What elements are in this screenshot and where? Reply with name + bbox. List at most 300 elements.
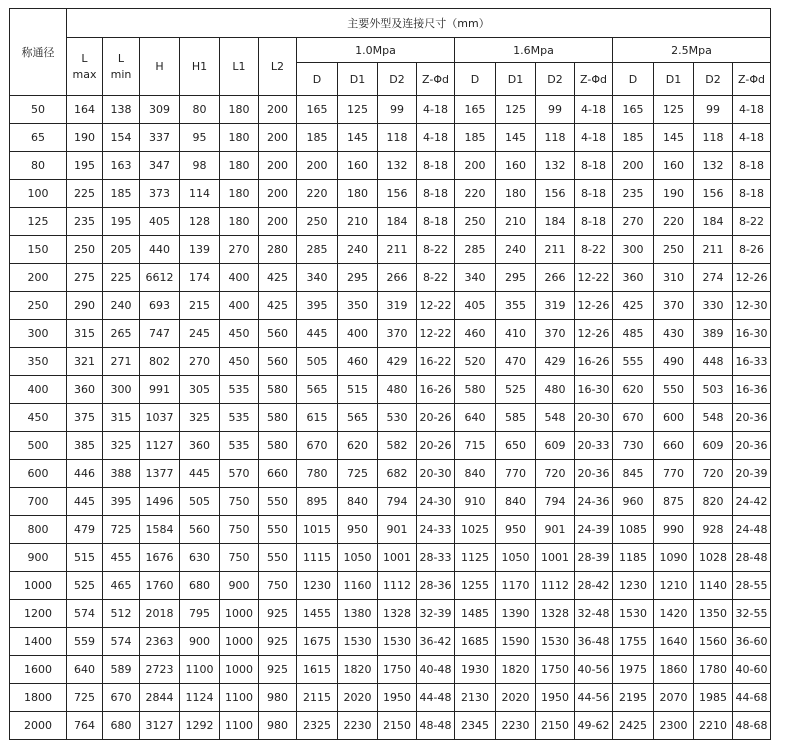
table-cell: 2150 xyxy=(378,712,417,740)
size-cell: 450 xyxy=(10,404,67,432)
table-body xyxy=(10,96,771,740)
valve-dimension-table xyxy=(9,8,771,740)
table-cell: 220 xyxy=(455,180,496,208)
table-cell: 200 xyxy=(259,152,297,180)
table-cell: 1001 xyxy=(378,544,417,572)
table-cell: 118 xyxy=(378,124,417,152)
header-sub-z-phi-d: Z-Φd xyxy=(575,63,613,96)
table-cell: 235 xyxy=(613,180,654,208)
table-cell: 1125 xyxy=(455,544,496,572)
table-cell: 99 xyxy=(694,96,733,124)
table-row xyxy=(10,180,771,208)
table-cell: 388 xyxy=(103,460,140,488)
table-cell: 560 xyxy=(180,516,220,544)
table-cell: 1100 xyxy=(180,656,220,684)
table-cell: 1185 xyxy=(613,544,654,572)
table-cell: 12-26 xyxy=(733,264,771,292)
table-cell: 1028 xyxy=(694,544,733,572)
table-cell: 265 xyxy=(103,320,140,348)
table-cell: 425 xyxy=(613,292,654,320)
table-cell: 8-18 xyxy=(733,180,771,208)
table-cell: 2018 xyxy=(140,600,180,628)
table-row xyxy=(10,572,771,600)
table-cell: 525 xyxy=(67,572,103,600)
size-cell: 80 xyxy=(10,152,67,180)
table-cell: 32-48 xyxy=(575,600,613,628)
table-cell: 980 xyxy=(259,684,297,712)
table-cell: 240 xyxy=(103,292,140,320)
table-cell: 430 xyxy=(654,320,694,348)
table-cell: 395 xyxy=(103,488,140,516)
table-cell: 24-30 xyxy=(417,488,455,516)
table-cell: 660 xyxy=(259,460,297,488)
table-cell: 138 xyxy=(103,96,140,124)
table-cell: 44-56 xyxy=(575,684,613,712)
table-cell: 1255 xyxy=(455,572,496,600)
table-cell: 1860 xyxy=(654,656,694,684)
table-cell: 574 xyxy=(103,628,140,656)
size-cell: 350 xyxy=(10,348,67,376)
header-pressure-2-5: 2.5Mpa xyxy=(613,38,771,63)
table-row xyxy=(10,96,771,124)
table-row xyxy=(10,516,771,544)
table-cell: 12-22 xyxy=(417,320,455,348)
table-cell: 1485 xyxy=(455,600,496,628)
table-cell: 910 xyxy=(455,488,496,516)
table-cell: 319 xyxy=(536,292,575,320)
table-cell: 337 xyxy=(140,124,180,152)
table-cell: 200 xyxy=(259,180,297,208)
table-cell: 385 xyxy=(67,432,103,460)
table-cell: 350 xyxy=(338,292,378,320)
size-cell: 250 xyxy=(10,292,67,320)
table-cell: 3127 xyxy=(140,712,180,740)
table-cell: 1530 xyxy=(378,628,417,656)
header-sub-d2: D2 xyxy=(694,63,733,96)
table-cell: 750 xyxy=(220,488,259,516)
table-cell: 480 xyxy=(536,376,575,404)
table-cell: 16-30 xyxy=(575,376,613,404)
dimension-table-container xyxy=(9,8,771,740)
table-row xyxy=(10,320,771,348)
header-l-min-label: min xyxy=(110,67,132,81)
table-cell: 20-26 xyxy=(417,432,455,460)
table-row xyxy=(10,348,771,376)
table-cell: 1755 xyxy=(613,628,654,656)
table-row xyxy=(10,292,771,320)
table-cell: 8-18 xyxy=(417,180,455,208)
table-cell: 589 xyxy=(103,656,140,684)
table-cell: 960 xyxy=(613,488,654,516)
table-cell: 840 xyxy=(338,488,378,516)
table-cell: 20-36 xyxy=(575,460,613,488)
table-cell: 682 xyxy=(378,460,417,488)
table-cell: 2210 xyxy=(694,712,733,740)
table-cell: 640 xyxy=(67,656,103,684)
table-cell: 389 xyxy=(694,320,733,348)
table-cell: 574 xyxy=(67,600,103,628)
table-cell: 190 xyxy=(654,180,694,208)
table-cell: 32-55 xyxy=(733,600,771,628)
table-cell: 582 xyxy=(378,432,417,460)
table-cell: 139 xyxy=(180,236,220,264)
table-cell: 315 xyxy=(67,320,103,348)
table-cell: 24-42 xyxy=(733,488,771,516)
table-cell: 12-26 xyxy=(575,292,613,320)
table-cell: 559 xyxy=(67,628,103,656)
size-cell: 600 xyxy=(10,460,67,488)
table-cell: 1230 xyxy=(613,572,654,600)
table-cell: 1230 xyxy=(297,572,338,600)
table-cell: 285 xyxy=(297,236,338,264)
table-cell: 4-18 xyxy=(417,96,455,124)
table-cell: 156 xyxy=(694,180,733,208)
table-cell: 1496 xyxy=(140,488,180,516)
table-cell: 429 xyxy=(378,348,417,376)
table-cell: 1530 xyxy=(536,628,575,656)
table-cell: 125 xyxy=(338,96,378,124)
table-row xyxy=(10,376,771,404)
table-cell: 8-22 xyxy=(733,208,771,236)
size-cell: 900 xyxy=(10,544,67,572)
table-cell: 200 xyxy=(259,96,297,124)
table-cell: 1780 xyxy=(694,656,733,684)
table-cell: 1292 xyxy=(180,712,220,740)
table-cell: 1170 xyxy=(496,572,536,600)
table-cell: 8-22 xyxy=(417,236,455,264)
table-cell: 795 xyxy=(180,600,220,628)
table-cell: 28-55 xyxy=(733,572,771,600)
table-cell: 445 xyxy=(67,488,103,516)
table-row xyxy=(10,208,771,236)
table-cell: 205 xyxy=(103,236,140,264)
table-cell: 820 xyxy=(694,488,733,516)
table-cell: 225 xyxy=(67,180,103,208)
table-cell: 98 xyxy=(180,152,220,180)
table-cell: 271 xyxy=(103,348,140,376)
table-cell: 8-18 xyxy=(417,208,455,236)
table-cell: 802 xyxy=(140,348,180,376)
table-cell: 770 xyxy=(496,460,536,488)
table-cell: 570 xyxy=(220,460,259,488)
table-cell: 515 xyxy=(338,376,378,404)
size-cell: 500 xyxy=(10,432,67,460)
table-cell: 300 xyxy=(103,376,140,404)
table-cell: 274 xyxy=(694,264,733,292)
table-cell: 2070 xyxy=(654,684,694,712)
table-cell: 747 xyxy=(140,320,180,348)
table-cell: 550 xyxy=(654,376,694,404)
table-cell: 165 xyxy=(613,96,654,124)
table-cell: 156 xyxy=(536,180,575,208)
table-row xyxy=(10,628,771,656)
table-cell: 160 xyxy=(496,152,536,180)
table-cell: 515 xyxy=(67,544,103,572)
table-cell: 347 xyxy=(140,152,180,180)
table-cell: 8-22 xyxy=(575,236,613,264)
table-cell: 2115 xyxy=(297,684,338,712)
table-cell: 20-33 xyxy=(575,432,613,460)
header-sub-d: D xyxy=(455,63,496,96)
table-cell: 200 xyxy=(455,152,496,180)
table-cell: 184 xyxy=(378,208,417,236)
size-cell: 1000 xyxy=(10,572,67,600)
table-cell: 445 xyxy=(297,320,338,348)
table-cell: 99 xyxy=(378,96,417,124)
table-cell: 794 xyxy=(536,488,575,516)
table-cell: 145 xyxy=(654,124,694,152)
table-cell: 950 xyxy=(496,516,536,544)
table-cell: 118 xyxy=(694,124,733,152)
table-cell: 395 xyxy=(297,292,338,320)
table-cell: 505 xyxy=(297,348,338,376)
table-cell: 2844 xyxy=(140,684,180,712)
table-cell: 548 xyxy=(536,404,575,432)
table-cell: 1015 xyxy=(297,516,338,544)
table-cell: 32-39 xyxy=(417,600,455,628)
table-cell: 530 xyxy=(378,404,417,432)
table-cell: 1750 xyxy=(378,656,417,684)
table-cell: 405 xyxy=(140,208,180,236)
header-size: 称通径 xyxy=(10,9,67,96)
table-cell: 620 xyxy=(338,432,378,460)
table-cell: 20-39 xyxy=(733,460,771,488)
table-cell: 565 xyxy=(297,376,338,404)
table-cell: 900 xyxy=(180,628,220,656)
table-cell: 1037 xyxy=(140,404,180,432)
table-cell: 40-60 xyxy=(733,656,771,684)
table-cell: 225 xyxy=(103,264,140,292)
table-cell: 270 xyxy=(613,208,654,236)
table-cell: 20-36 xyxy=(733,432,771,460)
table-cell: 174 xyxy=(180,264,220,292)
table-cell: 250 xyxy=(455,208,496,236)
table-cell: 24-39 xyxy=(575,516,613,544)
table-cell: 1975 xyxy=(613,656,654,684)
table-cell: 1000 xyxy=(220,628,259,656)
table-cell: 901 xyxy=(378,516,417,544)
table-cell: 1930 xyxy=(455,656,496,684)
table-cell: 165 xyxy=(297,96,338,124)
table-cell: 1000 xyxy=(220,656,259,684)
table-cell: 8-18 xyxy=(733,152,771,180)
table-cell: 460 xyxy=(338,348,378,376)
size-cell: 800 xyxy=(10,516,67,544)
table-cell: 1160 xyxy=(338,572,378,600)
table-cell: 1455 xyxy=(297,600,338,628)
table-cell: 266 xyxy=(536,264,575,292)
table-cell: 991 xyxy=(140,376,180,404)
table-cell: 750 xyxy=(259,572,297,600)
table-cell: 24-33 xyxy=(417,516,455,544)
table-cell: 220 xyxy=(654,208,694,236)
table-cell: 1115 xyxy=(297,544,338,572)
table-cell: 460 xyxy=(455,320,496,348)
table-cell: 725 xyxy=(67,684,103,712)
table-cell: 180 xyxy=(496,180,536,208)
table-cell: 1025 xyxy=(455,516,496,544)
header-l2: L2 xyxy=(259,38,297,96)
table-cell: 1000 xyxy=(220,600,259,628)
table-cell: 680 xyxy=(103,712,140,740)
table-cell: 895 xyxy=(297,488,338,516)
table-cell: 680 xyxy=(180,572,220,600)
table-cell: 585 xyxy=(496,404,536,432)
table-cell: 1675 xyxy=(297,628,338,656)
table-row xyxy=(10,404,771,432)
table-cell: 16-26 xyxy=(417,376,455,404)
table-cell: 429 xyxy=(536,348,575,376)
table-cell: 20-30 xyxy=(575,404,613,432)
table-cell: 145 xyxy=(338,124,378,152)
table-cell: 49-62 xyxy=(575,712,613,740)
table-cell: 280 xyxy=(259,236,297,264)
table-cell: 185 xyxy=(613,124,654,152)
table-cell: 925 xyxy=(259,628,297,656)
table-cell: 8-18 xyxy=(575,180,613,208)
table-cell: 1380 xyxy=(338,600,378,628)
table-cell: 925 xyxy=(259,600,297,628)
table-cell: 1050 xyxy=(496,544,536,572)
table-cell: 550 xyxy=(259,488,297,516)
table-cell: 44-48 xyxy=(417,684,455,712)
table-cell: 600 xyxy=(654,404,694,432)
table-cell: 275 xyxy=(67,264,103,292)
header-h: H xyxy=(140,38,180,96)
table-row xyxy=(10,684,771,712)
table-cell: 609 xyxy=(536,432,575,460)
table-cell: 1328 xyxy=(378,600,417,628)
table-cell: 12-30 xyxy=(733,292,771,320)
table-cell: 210 xyxy=(338,208,378,236)
table-cell: 240 xyxy=(338,236,378,264)
table-cell: 875 xyxy=(654,488,694,516)
table-cell: 1085 xyxy=(613,516,654,544)
table-cell: 16-36 xyxy=(733,376,771,404)
table-cell: 211 xyxy=(536,236,575,264)
table-cell: 266 xyxy=(378,264,417,292)
table-cell: 1676 xyxy=(140,544,180,572)
table-cell: 164 xyxy=(67,96,103,124)
table-cell: 620 xyxy=(613,376,654,404)
table-cell: 145 xyxy=(496,124,536,152)
table-cell: 1001 xyxy=(536,544,575,572)
table-cell: 125 xyxy=(654,96,694,124)
table-cell: 730 xyxy=(613,432,654,460)
table-cell: 925 xyxy=(259,656,297,684)
table-cell: 2300 xyxy=(654,712,694,740)
table-cell: 900 xyxy=(220,572,259,600)
table-cell: 180 xyxy=(220,208,259,236)
table-cell: 375 xyxy=(67,404,103,432)
table-cell: 200 xyxy=(613,152,654,180)
table-cell: 490 xyxy=(654,348,694,376)
table-cell: 1590 xyxy=(496,628,536,656)
table-cell: 220 xyxy=(297,180,338,208)
table-cell: 8-18 xyxy=(575,208,613,236)
table-cell: 16-22 xyxy=(417,348,455,376)
table-cell: 445 xyxy=(180,460,220,488)
table-cell: 118 xyxy=(536,124,575,152)
table-cell: 845 xyxy=(613,460,654,488)
table-cell: 1750 xyxy=(536,656,575,684)
table-cell: 8-18 xyxy=(417,152,455,180)
table-cell: 1820 xyxy=(496,656,536,684)
table-cell: 36-48 xyxy=(575,628,613,656)
table-cell: 200 xyxy=(297,152,338,180)
table-cell: 450 xyxy=(220,348,259,376)
table-cell: 215 xyxy=(180,292,220,320)
table-cell: 448 xyxy=(694,348,733,376)
table-cell: 360 xyxy=(67,376,103,404)
table-cell: 180 xyxy=(220,152,259,180)
table-cell: 270 xyxy=(180,348,220,376)
table-cell: 1140 xyxy=(694,572,733,600)
size-cell: 1800 xyxy=(10,684,67,712)
table-cell: 2230 xyxy=(338,712,378,740)
table-cell: 1530 xyxy=(613,600,654,628)
table-cell: 2020 xyxy=(338,684,378,712)
table-cell: 1390 xyxy=(496,600,536,628)
table-cell: 154 xyxy=(103,124,140,152)
size-cell: 125 xyxy=(10,208,67,236)
table-cell: 450 xyxy=(220,320,259,348)
table-cell: 2345 xyxy=(455,712,496,740)
table-cell: 315 xyxy=(103,404,140,432)
table-cell: 20-36 xyxy=(733,404,771,432)
header-l-max-symbol: L xyxy=(81,51,88,65)
table-row xyxy=(10,264,771,292)
table-cell: 36-60 xyxy=(733,628,771,656)
table-cell: 520 xyxy=(455,348,496,376)
table-cell: 725 xyxy=(338,460,378,488)
table-cell: 309 xyxy=(140,96,180,124)
size-cell: 1600 xyxy=(10,656,67,684)
table-cell: 720 xyxy=(536,460,575,488)
table-cell: 16-33 xyxy=(733,348,771,376)
table-cell: 24-36 xyxy=(575,488,613,516)
header-sub-d2: D2 xyxy=(378,63,417,96)
table-cell: 20-30 xyxy=(417,460,455,488)
table-row xyxy=(10,656,771,684)
table-cell: 580 xyxy=(259,376,297,404)
table-cell: 28-42 xyxy=(575,572,613,600)
table-cell: 535 xyxy=(220,376,259,404)
table-cell: 1112 xyxy=(378,572,417,600)
table-cell: 330 xyxy=(694,292,733,320)
table-header xyxy=(10,9,771,96)
table-cell: 1090 xyxy=(654,544,694,572)
table-cell: 16-26 xyxy=(575,348,613,376)
table-cell: 1560 xyxy=(694,628,733,656)
table-cell: 180 xyxy=(220,96,259,124)
size-cell: 1400 xyxy=(10,628,67,656)
table-cell: 410 xyxy=(496,320,536,348)
table-cell: 8-18 xyxy=(575,152,613,180)
table-cell: 1950 xyxy=(378,684,417,712)
table-cell: 901 xyxy=(536,516,575,544)
table-cell: 95 xyxy=(180,124,220,152)
table-cell: 580 xyxy=(259,432,297,460)
table-cell: 250 xyxy=(654,236,694,264)
table-cell: 400 xyxy=(338,320,378,348)
table-row xyxy=(10,544,771,572)
table-cell: 4-18 xyxy=(733,96,771,124)
table-cell: 670 xyxy=(613,404,654,432)
header-sub-z-phi-d: Z-Φd xyxy=(733,63,771,96)
table-cell: 160 xyxy=(338,152,378,180)
size-cell: 150 xyxy=(10,236,67,264)
